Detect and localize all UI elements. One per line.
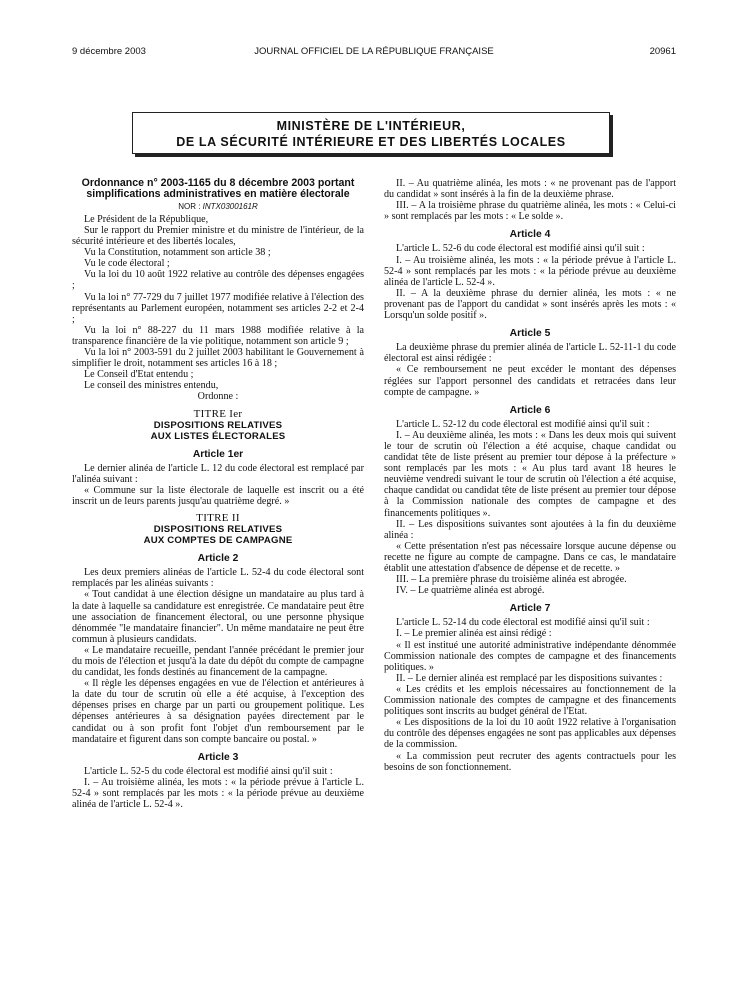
- article-5-paragraph: « Ce remboursement ne peut excéder le montant des dépenses réglées sur l'apport personnel des candidats et retracées dans leur compte de campagne. »: [384, 364, 676, 398]
- article-7-paragraph: L'article L. 52-14 du code électoral est modifié ainsi qu'il suit :: [396, 617, 650, 629]
- preamble-line: Vu la loi du 10 août 1922 relative au contrôle des dépenses engagées ;: [72, 269, 364, 292]
- article-7-paragraph: « Les dispositions de la loi du 10 août 1922 relative à l'organisation du contrôle des dépenses engagées ne sont pas applicables aux dépenses de la commission.: [384, 717, 676, 751]
- preamble-line: Le Président de la République,: [84, 213, 209, 225]
- article-6-paragraph: IV. – Le quatrième alinéa est abrogé.: [396, 585, 545, 597]
- article-1-paragraph: « Commune sur la liste électorale de laquelle est inscrit ou a été inscrit un de leurs parents jusqu'au quatrième degré. »: [72, 484, 364, 507]
- titre-2-heading: TITRE II: [196, 512, 240, 525]
- preamble-line: Vu la Constitution, notamment son article 38 ;: [84, 247, 271, 259]
- article-7-paragraph: II. – Le dernier alinéa est remplacé par les dispositions suivantes :: [396, 672, 663, 684]
- article-2-paragraph: Les deux premiers alinéas de l'article L. 52-4 du code électoral sont remplacés par les alinéas suivants :: [72, 567, 364, 590]
- article-7-heading: Article 7: [509, 603, 551, 615]
- titre-1-subtitle-line: DISPOSITIONS RELATIVES: [153, 419, 283, 431]
- article-1-paragraph: Le dernier alinéa de l'article L. 12 du code électoral est remplacé par l'alinéa suivant :: [72, 462, 364, 485]
- article-3-paragraph: II. – Au quatrième alinéa, les mots : « ne provenant pas de l'apport du candidat » sont insérés à la fin de la deuxième phrase.: [384, 178, 676, 201]
- article-6-paragraph: II. – Les dispositions suivantes sont ajoutées à la fin du deuxième alinéa :: [384, 518, 676, 541]
- article-2-paragraph: « Le mandataire recueille, pendant l'année précédant le premier jour du mois de l'élection et jusqu'à la date du dépôt du compte de campagne du candidat, les fonds destinés au financement de la campagne.: [72, 644, 364, 679]
- header-page-number: 20961: [649, 46, 676, 57]
- titre-1-subtitle-line: AUX LISTES ÉLECTORALES: [150, 430, 286, 442]
- article-3-paragraph: I. – Au troisième alinéa, les mots : « la période prévue à l'article L. 52-4 » sont remplacés par les mots : « la période prévue au deuxième alinéa de l'article L. 52-4 ».: [72, 776, 364, 811]
- header-journal-title: JOURNAL OFFICIEL DE LA RÉPUBLIQUE FRANÇAISE: [254, 46, 494, 57]
- titre-2-subtitle: [72, 524, 364, 546]
- nor-label: NOR :: [178, 201, 203, 211]
- article-7-paragraph: « La commission peut recruter des agents contractuels pour les besoins de son fonctionnement.: [384, 750, 676, 773]
- article-6-paragraph: III. – La première phrase du troisième alinéa est abrogée.: [396, 574, 627, 586]
- ordonne-line: Ordonne :: [197, 391, 239, 403]
- article-2-paragraph: « Tout candidat à une élection désigne un mandataire au plus tard à la date à laquelle sa candidature est enregistrée. Ce mandataire peut être une association de financement électoral, ou une personne physique dénommée "le mandataire financier". Un même mandataire ne peut être commun à plusieurs candidats.: [72, 589, 364, 645]
- ministry-line-2: DE LA SÉCURITÉ INTÉRIEURE ET DES LIBERTÉS LOCALES: [176, 135, 566, 149]
- preamble-line: Vu le code électoral ;: [84, 258, 170, 270]
- left-column: [72, 178, 364, 810]
- preamble-line: Le conseil des ministres entendu,: [84, 380, 219, 392]
- article-7-paragraph: I. – Le premier alinéa est ainsi rédigé :: [396, 628, 552, 640]
- titre-2-subtitle-line: DISPOSITIONS RELATIVES: [153, 524, 283, 536]
- article-5-paragraph: La deuxième phrase du premier alinéa de l'article L. 52-11-1 du code électoral est ainsi rédigée :: [384, 342, 676, 365]
- article-6-heading: Article 6: [509, 404, 551, 416]
- ordonnance-title: Ordonnance n° 2003-1165 du 8 décembre 2003 portant simplifications administratives en matière électorale: [81, 177, 355, 201]
- nor-reference: [72, 201, 364, 212]
- article-6-paragraph: I. – Au deuxième alinéa, les mots : « Dans les deux mois qui suivent le tour de scrutin où l'élection a été acquise, chaque candidat ou candidat tête de liste présent au premier tour dépose à la préfecture » sont remplacés par les mots : « Au plus tard avant 18 heures le neuvième vendredi suivant le tour de scrutin où l'élection a été acquise, chaque candidat ou candidat tête de liste présent au premier tour dépose à la Commission nationale des comptes de campagne et des financements politiques ».: [384, 429, 676, 519]
- article-1-heading: Article 1er: [192, 448, 244, 460]
- article-6-paragraph: « Cette présentation n'est pas nécessaire lorsque aucune dépense ou recette ne figure au compte de campagne. Dans ce cas, le mandataire établit une attestation d'absence de dépense et de recette. »: [384, 540, 676, 574]
- right-column: [384, 178, 676, 773]
- header-date: 9 décembre 2003: [72, 46, 146, 57]
- article-4-paragraph: II. – A la deuxième phrase du dernier alinéa, les mots : « ne provenant pas de l'apport du candidat » sont insérés après les mots : « Lorsqu'un solde positif ».: [384, 287, 676, 322]
- article-3-paragraph: L'article L. 52-5 du code électoral est modifié ainsi qu'il suit :: [84, 765, 333, 777]
- article-7-paragraph: « Les crédits et les emplois nécessaires au fonctionnement de la Commission nationale des comptes de campagne et des financements politiques sont inscrits au budget général de l'Etat.: [384, 683, 676, 718]
- titre-2-subtitle-line: AUX COMPTES DE CAMPAGNE: [143, 535, 293, 547]
- article-4-paragraph: I. – Au troisième alinéa, les mots : « la période prévue à l'article L. 52-4 » sont remplacés par les mots : « la période prévue au deuxième alinéa de l'article L. 52-4 ».: [384, 254, 676, 288]
- ministry-box: [132, 112, 610, 154]
- titre-1-subtitle: [72, 420, 364, 442]
- preamble-line: Vu la loi n° 2003-591 du 2 juillet 2003 habilitant le Gouvernement à simplifier le droit, notamment ses articles 16 à 18 ;: [72, 347, 364, 370]
- article-2-heading: Article 2: [197, 553, 239, 565]
- article-2-paragraph: « Il règle les dépenses engagées en vue de l'élection et antérieures à la date du tour de scrutin où elle a été acquise, à l'exception des dépenses prises en charge par un parti ou groupement politique. Les dépenses antérieures à sa désignation payées directement par le candidat ou à son profit font l'objet d'un remboursement par le mandataire et figurent dans son compte bancaire ou postal. »: [72, 678, 364, 745]
- article-4-paragraph: L'article L. 52-6 du code électoral est modifié ainsi qu'il suit :: [396, 243, 645, 255]
- nor-code: INTX0300161R: [202, 201, 258, 211]
- titre-1-heading: TITRE Ier: [193, 407, 243, 420]
- article-5-heading: Article 5: [509, 328, 551, 340]
- preamble-line: Vu la loi n° 88-227 du 11 mars 1988 modifiée relative à la transparence financière de la vie politique, notamment son article 9 ;: [72, 324, 364, 347]
- article-7-paragraph: « Il est institué une autorité administrative indépendante dénommée Commission nationale des comptes de campagne et des financements politiques. »: [384, 639, 676, 673]
- preamble-line: Vu la loi n° 77-729 du 7 juillet 1977 modifiée relative à l'élection des représentants au Parlement européen, notamment ses articles 2-2 et 2-4 ;: [72, 291, 364, 325]
- page-header: [72, 46, 676, 60]
- article-3-heading: Article 3: [197, 751, 239, 763]
- ministry-line-1: MINISTÈRE DE L'INTÉRIEUR,: [276, 119, 466, 133]
- article-4-heading: Article 4: [509, 229, 551, 241]
- preamble-line: Le Conseil d'Etat entendu ;: [84, 369, 194, 381]
- article-3-paragraph: III. – A la troisième phrase du quatrième alinéa, les mots : « Celui-ci » sont remplacés par les mots : « Le solde ».: [384, 200, 676, 223]
- preamble-line: Sur le rapport du Premier ministre et du ministre de l'intérieur, de la sécurité intérieure et des libertés locales,: [72, 225, 364, 248]
- article-6-paragraph: L'article L. 52-12 du code électoral est modifié ainsi qu'il suit :: [396, 418, 650, 430]
